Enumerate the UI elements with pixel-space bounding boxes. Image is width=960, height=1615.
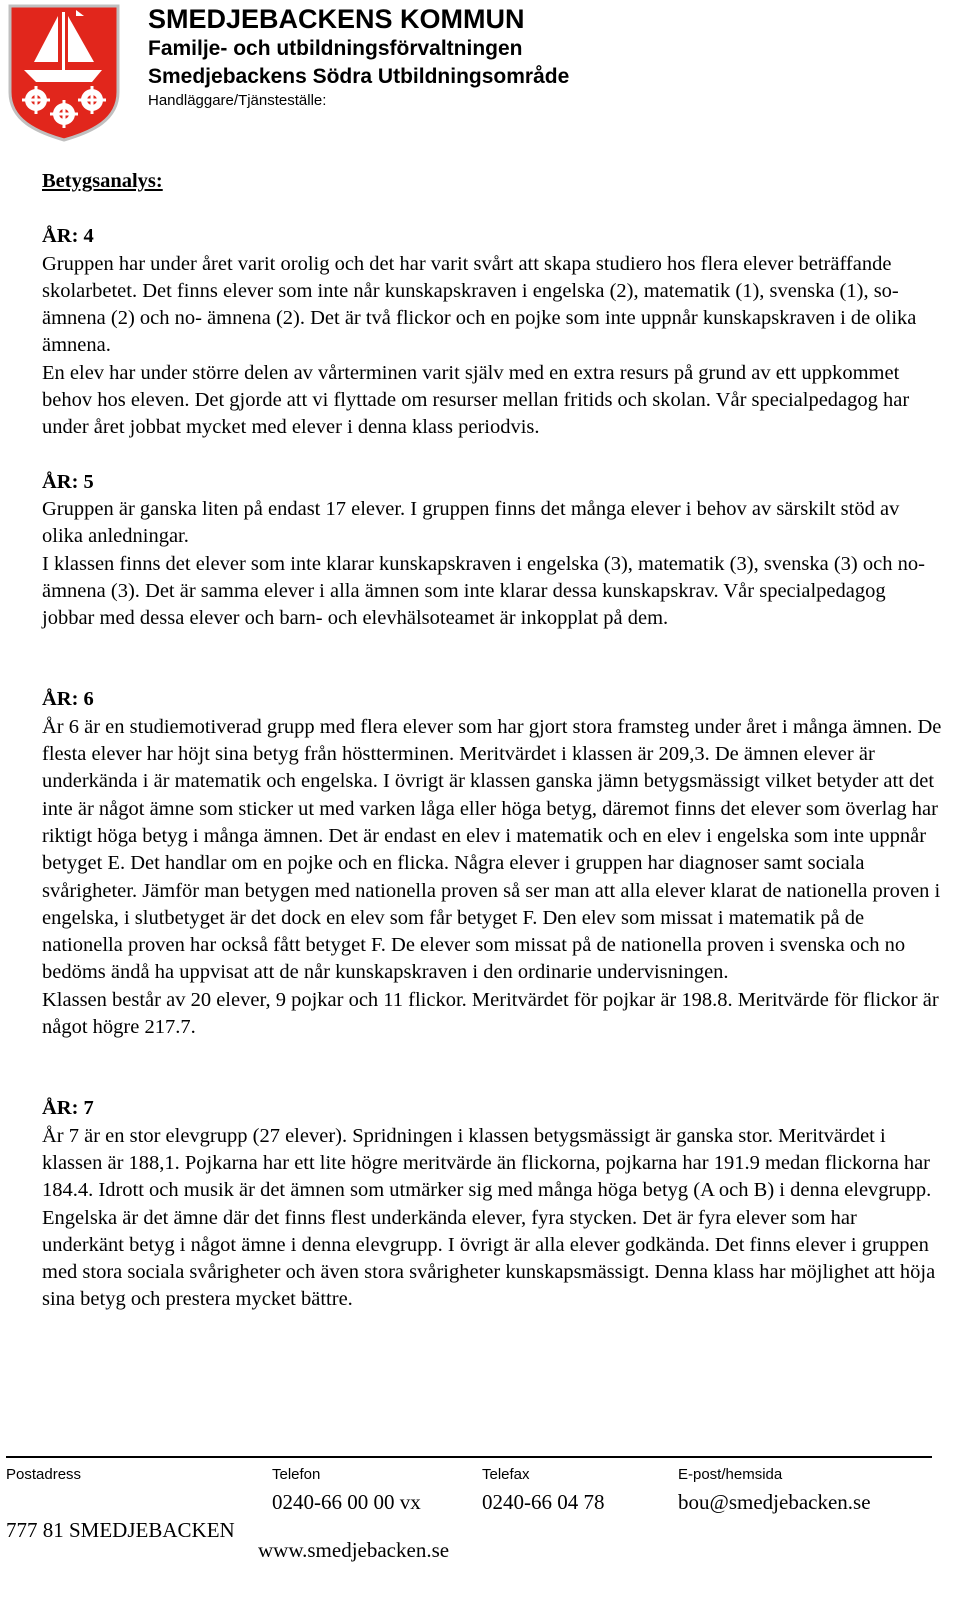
section-heading: ÅR: 7 xyxy=(42,1097,94,1120)
section-ar-4 xyxy=(42,223,942,441)
area-name: Smedjebackens Södra Utbildningsområde xyxy=(148,65,570,88)
footer-web xyxy=(258,1536,449,1564)
telefax-label: Telefax xyxy=(482,1466,530,1483)
section-ar-5 xyxy=(42,469,942,633)
section-heading: ÅR: 4 xyxy=(42,225,94,248)
document-title: Betygsanalys: xyxy=(42,170,163,192)
letterhead xyxy=(148,4,569,111)
municipality-coat-of-arms xyxy=(6,2,122,142)
email-link[interactable]: bou@smedjebacken.se xyxy=(678,1490,871,1514)
department-name: Familje- och utbildningsförvaltningen xyxy=(148,37,523,60)
footer-postadress xyxy=(6,1466,235,1544)
handler-label: Handläggare/Tjänsteställe: xyxy=(148,92,327,109)
postadress-value: 777 81 SMEDJEBACKEN xyxy=(6,1518,235,1542)
website-link[interactable]: www.smedjebacken.se xyxy=(258,1538,450,1562)
telefon-value: 0240-66 00 00 vx xyxy=(272,1490,421,1514)
section-paragraph: Gruppen har under året varit orolig och det har varit svårt att skapa studiero hos flera elever beträffande skolarbetet. Det finns elever som inte når kunskapskraven i engelska (2), matematik (1), svenska (1), so- ämnena (2) och no- ämnena (2). Det är två flickor och en pojke som inte uppnår kunskapskraven i de olika ämnena. xyxy=(42,252,917,357)
section-paragraph: År 7 är en stor elevgrupp (27 elever). Spridningen i klassen betygsmässigt är ganska stor. Meritvärdet i klassen är 188,1. Pojkarna har ett lite högre meritvärde än flickorna, pojkarna har 191.9 medan flickorna har 184.4. Idrott och musik är det ämnen som utmärker sig med många höga betyg (A och B) i denna elevgrupp. Engelska är det ämne där det finns flest underkända elever, fyra stycken. Det är fyra elever som har underkänt betyg i något ämne i denna elevgrupp. I övrigt är alla elever godkända. Det finns elever i gruppen med stora sociala svårigheter och även stora svårigheter kunskapsmässigt. Denna klass har möjlighet att höja sina betyg och prestera mycket bättre. xyxy=(42,1124,936,1311)
telefon-label: Telefon xyxy=(272,1466,321,1483)
section-paragraph: En elev har under större delen av vårterminen varit själv med en extra resurs på grund av ett uppkommet behov hos eleven. Det gjorde att vi flyttade om resurser mellan fritids och skolan. Vår specialpedagog har under året jobbat mycket med elever i denna klass periodvis. xyxy=(42,361,910,439)
section-paragraph: Klassen består av 20 elever, 9 pojkar och 11 flickor. Meritvärdet för pojkar är 198.8. Meritvärde för flickor är något högre 217.7. xyxy=(42,988,939,1039)
section-paragraph: År 6 är en studiemotiverad grupp med flera elever som har gjort stora framsteg under året i många ämnen. De flesta elever har höjt sina betyg från höstterminen. Meritvärdet i klassen är 209,3. De ämnen elever är underkända i är matematik och engelska. I övrigt är klassen ganska jämn betygsmässigt vilket betyder att det inte är något ämne som sticker ut med varken låga eller höga betyg, däremot finns det elever som överlag har riktigt höga betyg i många ämnen. Det är endast en elev i matematik och en elev i engelska som inte uppnår betyget E. Det handlar om en pojke och en flicka. Några elever i gruppen har diagnoser samt sociala svårigheter. Jämför man betygen med nationella proven så ser man att alla elever klarat de nationella proven i engelska, i slutbetyget är det dock en elev som får betyget F. Den elev som missat i matematik på de nationella proven har också fått betyget F. De elever som missat på de nationella proven i svenska och no bedöms ändå ha uppvisat att de når kunskapskraven i den ordinarie undervisningen. xyxy=(42,715,942,984)
email-label: E-post/hemsida xyxy=(678,1466,783,1483)
footer-divider xyxy=(6,1456,932,1458)
org-name: SMEDJEBACKENS KOMMUN xyxy=(148,4,525,34)
telefax-value: 0240-66 04 78 xyxy=(482,1490,605,1514)
section-ar-6 xyxy=(42,686,942,1041)
postadress-label: Postadress xyxy=(6,1466,82,1483)
section-heading: ÅR: 6 xyxy=(42,688,94,711)
section-paragraph: Gruppen är ganska liten på endast 17 elever. I gruppen finns det många elever i behov av särskilt stöd av olika anledningar. xyxy=(42,497,900,548)
footer-email xyxy=(678,1466,871,1516)
footer-telefax xyxy=(482,1466,605,1516)
footer-telefon xyxy=(272,1466,421,1516)
section-paragraph: I klassen finns det elever som inte klarar kunskapskraven i engelska (3), matematik (3), svenska (3) och no- ämnena (3). Det är samma elever i alla ämnen som inte klarar dessa kunskapskrav. Vår specialpedagog jobbar med dessa elever och barn- och elevhälsoteamet är inkopplat på dem. xyxy=(42,552,925,630)
document-body xyxy=(42,168,942,1341)
page-footer xyxy=(6,1456,932,1562)
section-ar-7 xyxy=(42,1095,942,1313)
section-heading: ÅR: 5 xyxy=(42,470,94,493)
